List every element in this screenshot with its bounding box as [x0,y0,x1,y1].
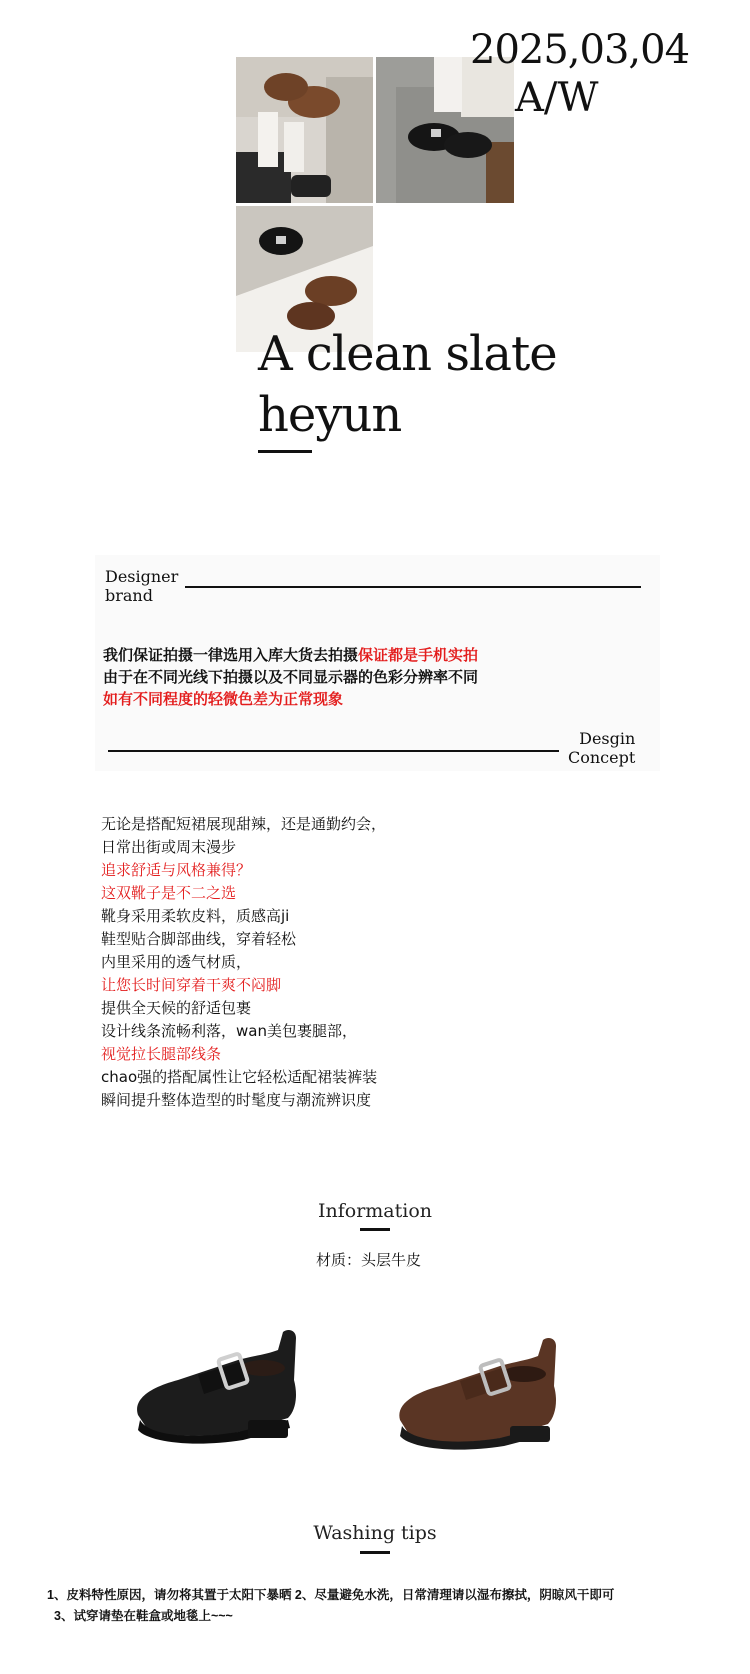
description-line: 鞋型贴合脚部曲线，穿着轻松 [101,930,297,948]
card-bottom-divider [108,750,559,752]
description-line: 这双靴子是不二之选 [101,884,237,902]
information-underline [360,1228,390,1231]
design-concept-label: Desgin Concept [568,729,636,767]
card-top-divider [185,586,641,588]
description-line: 提供全天候的舒适包裹 [101,999,252,1017]
description-line: 日常出街或周末漫步 [101,838,237,856]
date-label: 2025,03,04 [470,27,690,73]
notice-line-2: 由于在不同光线下拍摄以及不同显示器的色彩分辨率不同 [103,669,479,686]
headline-underline [258,450,312,453]
black-loafer-image [128,1320,308,1445]
description-line: chao强的搭配属性让它轻松适配裙装裤装 [101,1068,378,1086]
lifestyle-photo-black-loafers [376,57,514,203]
notice-line-3: 如有不同程度的轻微色差为正常现象 [103,691,344,708]
season-label: A/W [515,75,599,121]
description-line: 追求舒适与风格兼得？ [101,861,252,879]
brown-loafer-image [392,1330,572,1450]
designer-brand-label: Designer brand [105,567,179,605]
washing-tip-line-1: 1、皮料特性原因，请勿将其置于太阳下暴晒 2、尽量避免水洗，日常清理请以湿布擦拭，阴晾风干即可 [47,1588,615,1602]
washing-tips-heading: Washing tips [313,1522,437,1544]
information-heading: Information [317,1200,433,1222]
material-text: 材质：头层牛皮 [316,1251,422,1269]
description-line: 设计线条流畅利落，wan美包裹腿部， [101,1022,357,1040]
notice-line-1: 我们保证拍摄一律选用入库大货去拍摄保证都是手机实拍 [103,647,479,664]
description-line: 让您长时间穿着干爽不闷脚 [101,976,282,994]
description-line: 靴身采用柔软皮料，质感高ji [101,907,290,925]
washing-tips-underline [360,1551,390,1554]
description-line: 瞬间提升整体造型的时髦度与潮流辨识度 [101,1091,372,1109]
headline-line2: heyun [258,387,402,443]
headline-line1: A clean slate [258,326,557,382]
washing-tip-line-2: 3、试穿请垫在鞋盒或地毯上~~~ [54,1609,233,1623]
lifestyle-photo-brown-loafers [236,57,373,203]
description-line: 无论是搭配短裙展现甜辣，还是通勤约会， [101,815,387,833]
description-line: 视觉拉长腿部线条 [101,1045,222,1063]
description-line: 内里采用的透气材质， [101,953,252,971]
